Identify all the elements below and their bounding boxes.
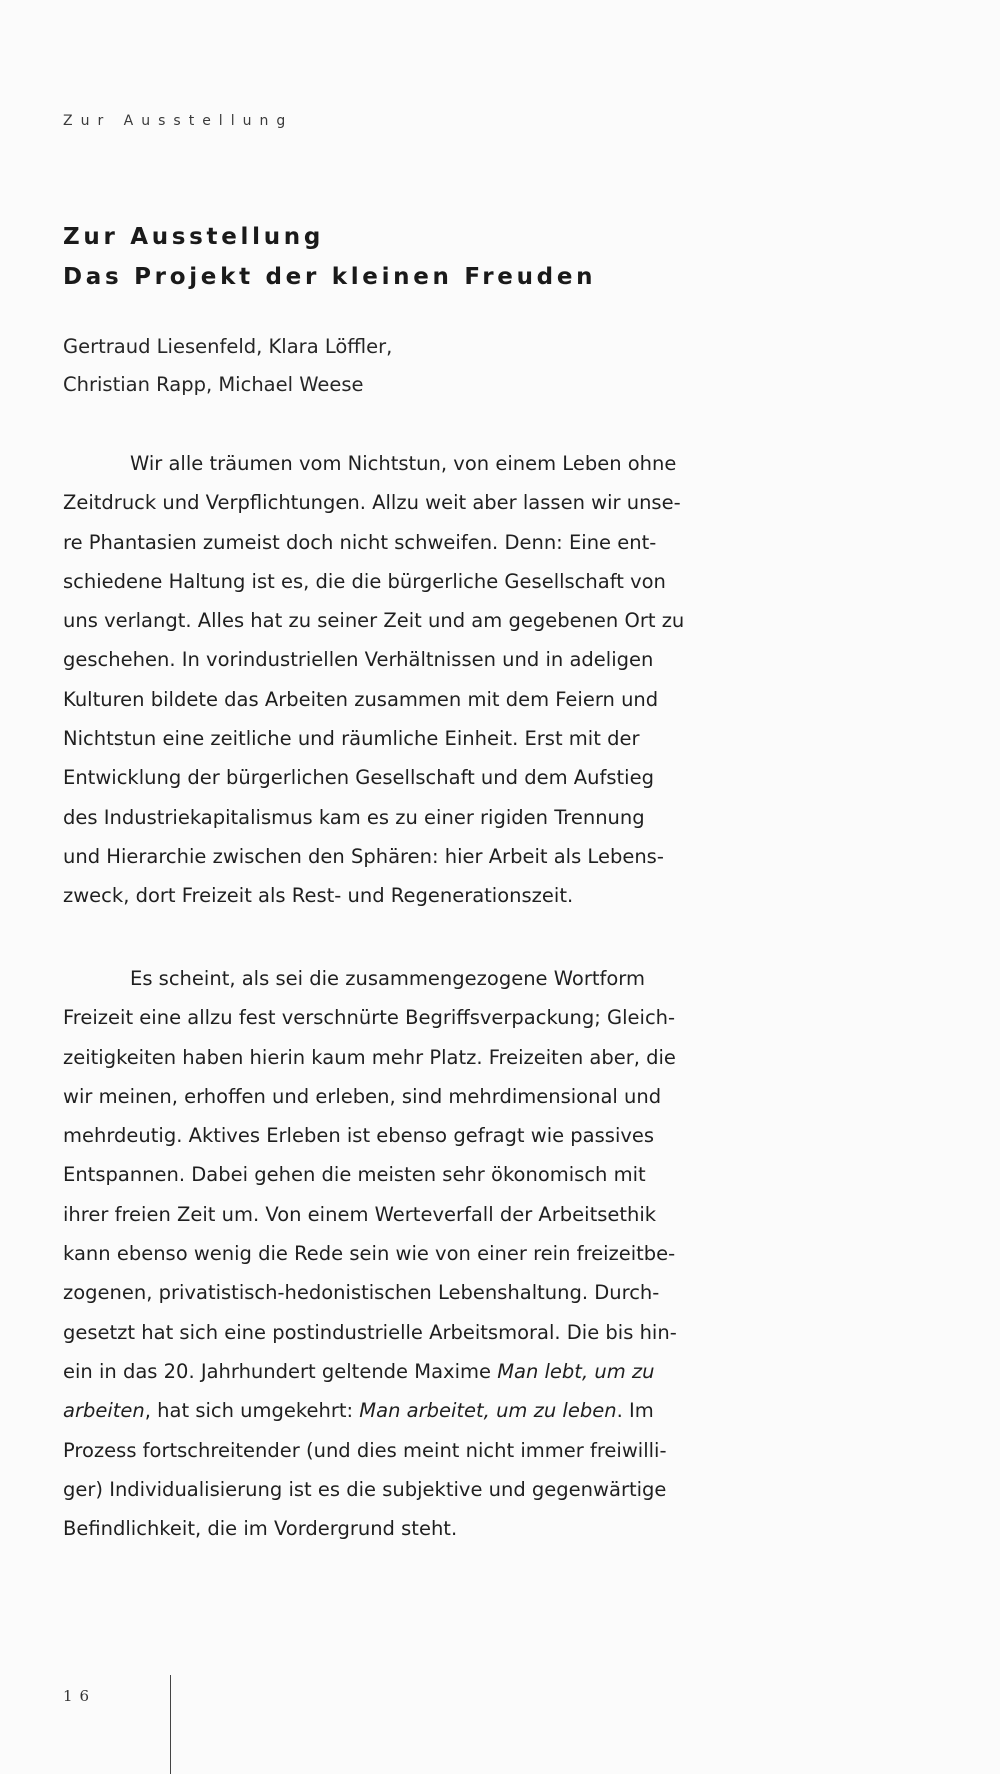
text-line: schiedene Haltung ist es, die die bürgerliche Gesellschaft von [63,569,666,593]
text-line: Freizeit eine allzu fest verschnürte Begriffsverpackung; Gleich- [63,1006,676,1030]
text-line-with-italic [63,1391,677,1430]
text-line: wir meinen, erhoffen und erleben, sind mehrdimensional und [63,1084,662,1108]
text-line: mehrdeutig. Aktives Erleben ist ebenso gefragt wie passives [63,1124,655,1148]
text-line: Es scheint, als sei die zusammengezogene Wortform [130,967,645,990]
title-line-2: Das Projekt der kleinen Freuden [63,264,597,290]
text-line: zweck, dort Freizeit als Rest- und Regenerationszeit. [63,884,574,908]
text-line: und Hierarchie zwischen den Sphären: hier Arbeit als Lebens- [63,844,664,868]
body-paragraph-1 [63,444,684,916]
text-line: gesetzt hat sich eine postindustrielle Arbeitsmoral. Die bis hin- [63,1320,677,1344]
text-line: Entwicklung der bürgerlichen Gesellschaft und dem Aufstieg [63,766,654,790]
text-line-with-italic [63,1352,677,1391]
text-line: re Phantasien zumeist doch nicht schweifen. Denn: Eine ent- [63,530,657,554]
text-segment: . Im [616,1399,654,1423]
text-line: geschehen. In vorindustriellen Verhältnissen und in adeligen [63,648,654,672]
author-line-2: Christian Rapp, Michael Weese [63,373,364,396]
text-line: zogenen, privatistisch-hedonistischen Lebenshaltung. Durch- [63,1281,660,1305]
title-line-1: Zur Ausstellung [63,224,325,250]
text-line: Wir alle träumen vom Nichtstun, von einem Leben ohne [130,452,677,475]
authors [63,328,392,404]
italic-maxim: Man lebt, um zu [497,1359,655,1383]
text-line: Zeitdruck und Verpflichtungen. Allzu weit aber lassen wir unse- [63,491,681,515]
author-line-1: Gertraud Liesenfeld, Klara Löffler, [63,335,393,358]
text-line: ger) Individualisierung ist es die subjektive und gegenwärtige [63,1477,667,1501]
text-line: kann ebenso wenig die Rede sein wie von einer rein freizeitbe- [63,1242,676,1266]
gutter-rule [170,1675,171,1774]
italic-maxim: arbeiten [63,1399,145,1423]
text-line: uns verlangt. Alles hat zu seiner Zeit und am gegebenen Ort zu [63,609,685,633]
text-line: des Industriekapitalismus kam es zu einer rigiden Trennung [63,805,645,829]
italic-maxim-reversed: Man arbeitet, um zu leben [359,1399,617,1423]
body-paragraph-2 [63,959,677,1548]
text-line: Befindlichkeit, die im Vordergrund steht. [63,1517,458,1541]
text-line: zeitigkeiten haben hierin kaum mehr Platz. Freizeiten aber, die [63,1045,676,1069]
text-line: ihrer freien Zeit um. Von einem Werteverfall der Arbeitsethik [63,1202,657,1226]
text-line: Nichtstun eine zeitliche und räumliche Einheit. Erst mit der [63,727,640,751]
text-segment: , hat sich umgekehrt: [144,1399,360,1423]
text-segment: ein in das 20. Jahrhundert geltende Maxime [63,1359,498,1383]
text-line: Prozess fortschreitender (und dies meint nicht immer freiwilli- [63,1438,667,1462]
text-line: Kulturen bildete das Arbeiten zusammen mit dem Feiern und [63,687,659,711]
text-line: Entspannen. Dabei gehen die meisten sehr ökonomisch mit [63,1163,646,1187]
page-number: 16 [63,1687,97,1705]
running-header: Zur Ausstellung [63,113,294,129]
chapter-title [63,217,596,297]
